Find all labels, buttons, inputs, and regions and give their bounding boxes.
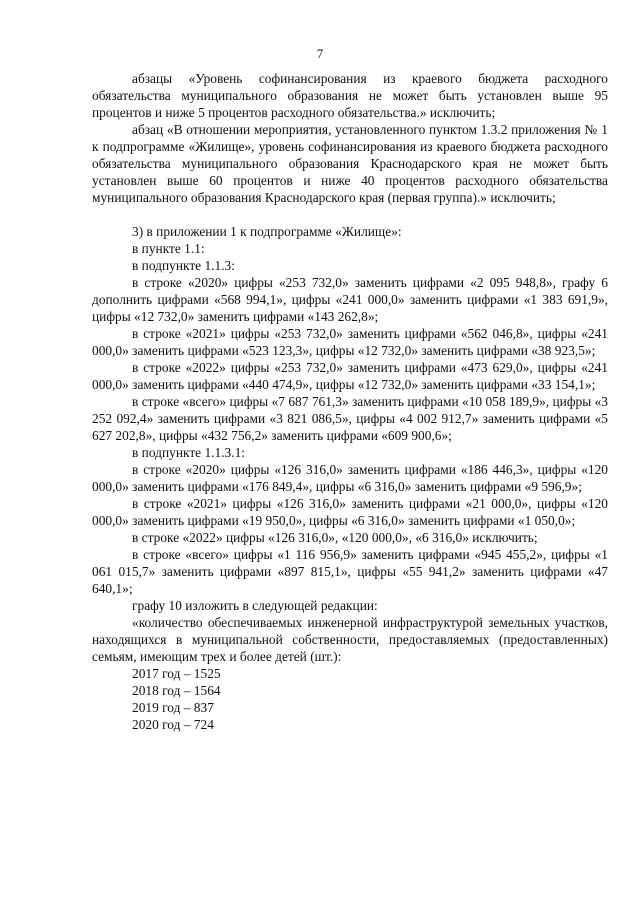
paragraph: в строке «2020» цифры «253 732,0» заменить цифрами «2 095 948,8», графу 6 дополнить цифрами «568 994,1», цифры «241 000,0» заменить цифрами «1 383 691,9», цифры «12 732,0» заменить цифрами «143 262,8»; — [92, 275, 608, 324]
paragraph: в пункте 1.1: — [132, 241, 205, 256]
page-number: 7 — [316, 46, 324, 61]
year-line: 2017 год – 1525 — [132, 666, 221, 681]
year-line: 2019 год – 837 — [132, 700, 214, 715]
paragraph: 3) в приложении 1 к подпрограмме «Жилище»: — [132, 224, 402, 239]
paragraph: абзацы «Уровень софинансирования из краевого бюджета расходного обязательства муниципального образования не может быть установлен выше 95 процентов и ниже 5 процентов расходного обязательства.» исключить; — [92, 71, 608, 120]
year-line: 2018 год – 1564 — [132, 683, 221, 698]
paragraph: в строке «2020» цифры «126 316,0» заменить цифрами «186 446,3», цифры «120 000,0» заменить цифрами «176 849,4», цифры «6 316,0» заменить цифрами «9 596,9»; — [92, 462, 608, 494]
paragraph: в строке «2022» цифры «253 732,0» заменить цифрами «473 629,0», цифры «241 000,0» заменить цифрами «440 474,9», цифры «12 732,0» заменить цифрами «33 154,1»; — [92, 360, 608, 392]
year-line: 2020 год – 724 — [132, 717, 214, 732]
paragraph: в строке «2022» цифры «126 316,0», «120 000,0», «6 316,0» исключить; — [132, 530, 538, 545]
paragraph: «количество обеспечиваемых инженерной инфраструктурой земельных участков, находящихся в муниципальной собственности, предоставляемых (предоставленных) семьям, имеющим трех и более детей (шт.): — [92, 615, 608, 664]
paragraph: графу 10 изложить в следующей редакции: — [132, 598, 378, 613]
document-body — [92, 70, 608, 733]
paragraph: в строке «2021» цифры «253 732,0» заменить цифрами «562 046,8», цифры «241 000,0» заменить цифрами «523 123,3», цифры «12 732,0» заменить цифрами «38 923,5»; — [92, 326, 608, 358]
paragraph: в строке «всего» цифры «7 687 761,3» заменить цифрами «10 058 189,9», цифры «3 252 092,4» заменить цифрами «3 821 086,5», цифры «4 002 912,7» заменить цифрами «5 627 202,8», цифры «432 756,2» заменить цифрами «609 900,6»; — [92, 394, 608, 443]
paragraph: абзац «В отношении мероприятия, установленного пунктом 1.3.2 приложения № 1 к подпрограмме «Жилище», уровень софинансирования из краевого бюджета расходного обязательства муниципального образования Краснодарского края не может быть установлен выше 60 процентов и ниже 40 процентов расходного обязательства муниципального образования Краснодарского края (первая группа).» исключить; — [92, 122, 608, 205]
paragraph: в строке «2021» цифры «126 316,0» заменить цифрами «21 000,0», цифры «120 000,0» заменить цифрами «19 950,0», цифры «6 316,0» заменить цифрами «1 050,0»; — [92, 496, 608, 528]
paragraph: в подпункте 1.1.3.1: — [132, 445, 246, 460]
paragraph: в подпункте 1.1.3: — [132, 258, 235, 273]
paragraph: в строке «всего» цифры «1 116 956,9» заменить цифрами «945 455,2», цифры «1 061 015,7» заменить цифрами «897 815,1», цифры «55 941,2» заменить цифрами «47 640,1»; — [92, 547, 608, 596]
